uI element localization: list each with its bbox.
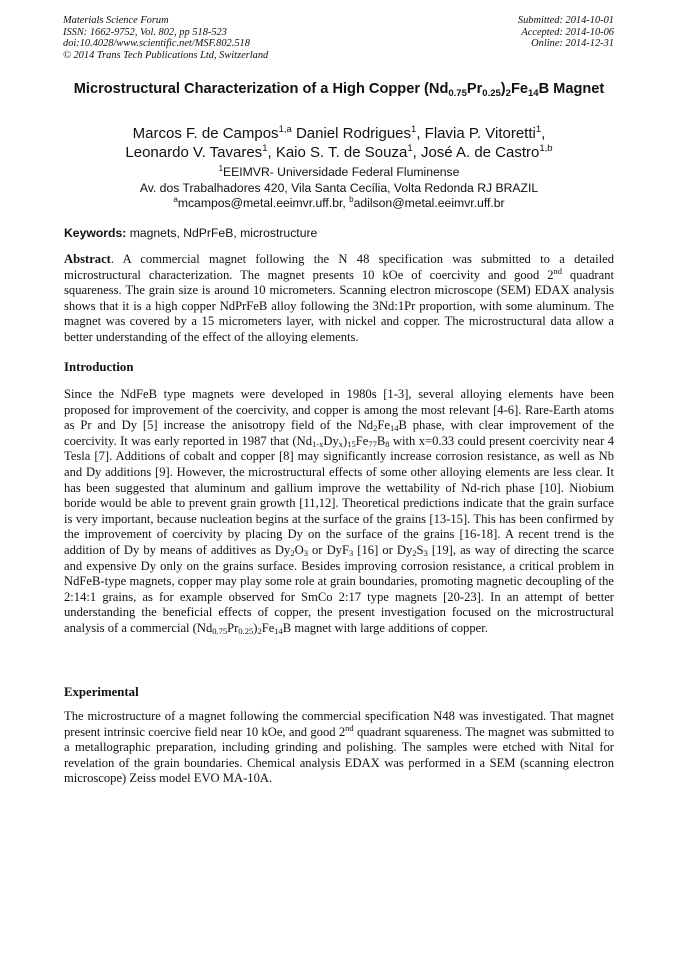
introduction-heading: Introduction — [64, 360, 134, 374]
author-name: Daniel Rodrigues — [295, 125, 412, 142]
paper-title: Microstructural Characterization of a High Copper $(Nd_{0.75}Pr_{0.25})_2Fe_{14}B$ Magnet — [73, 81, 605, 99]
author-name: Kaio S. T. de Souza — [275, 144, 408, 161]
experimental-heading: Experimental — [64, 685, 139, 699]
affiliation-name: $^1$EEIMVR- Universidade Federal Fluminense — [218, 164, 460, 179]
journal-info — [63, 15, 268, 61]
author-name: Flavia P. Vitoretti — [424, 125, 536, 142]
author-emails: $^a$mcampos@metal.eeimvr.uff.br, $^b$adilson@metal.eeimvr.uff.br — [173, 195, 505, 210]
email-link[interactable]: mcampos@metal.eeimvr.uff.br, — [177, 196, 350, 210]
copyright-line: © 2014 Trans Tech Publications Ltd, Switzerland — [63, 49, 269, 61]
affiliation-address: Av. dos Trabalhadores 420, Vila Santa Cecília, Volta Redonda RJ BRAZIL — [139, 180, 539, 195]
keywords-text: magnets, NdPrFeB, microstructure — [126, 226, 318, 240]
keywords — [64, 226, 317, 240]
keywords-label: Keywords: — [64, 226, 127, 240]
abstract-paragraph: Abstract. A commercial magnet following the N 48 specification was submitted to a detailed microstructural characterization. The magnet presents 10 kOe of coercivity and good 2nd quadrant squareness. The grain size is around 10 micrometers. Scanning electron microscope (SEM) EDAX analysis shows that it is a high copper NdPrFeB alloy following the 3Nd:1Pr proportion, with some aluminum. The magnet was covered by a 15 micrometers layer, with nickel and copper. The microstructural data allow a better understanding of the effect of the alloying elements. — [64, 252, 614, 344]
email-link[interactable]: adilson@metal.eeimvr.uff.br — [353, 196, 505, 210]
journal-name: Materials Science Forum — [63, 15, 169, 26]
submitted-date: Submitted: 2014-10-01 — [517, 15, 614, 26]
introduction-paragraph: Since the NdFeB type magnets were developed in 1980s [1-3], several alloying elements have been proposed for improvement of the coercivity, and copper is among the most relevant [4-6]. Rare-Earth atoms as Pr and Dy [5] increase the anisotropy field of the $Nd_2Fe_{14}B$ phase, with clear improvement of the coercivity. It was early reported in 1987 that $(Nd_{1-x}Dy_x)_{15}Fe_{77}B_8$ with x=0.33 could present coercivity near 4 Tesla [7]. Additions of cobalt and copper [8] may significantly increase corrosion resistance, as well as Nb and Dy additions [9]. However, the microstructural effects of some other alloying elements are less clear. It has been suggested that aluminum and gallium improve the wettability of Nd-rich phase [10]. Niobium boride would be able to prevent grain growth [11,12]. Theoretical predictions indicate that the grain surface is very important, because nucleation begins at the surface of the grains [13-15]. This has been confirmed by the improvement of coercivity by placing Dy on the surface of the grains [16-18]. A recent trend is the addition of Dy by means of additives as $Dy_2O_3$ or DyF$_3$ [16] or $Dy_2S_3$ [19], as way of directing the scarce and expensive Dy only on the grains surface. Besides improving corrosion resistance, a critical problem in NdFeB-type magnets, copper may play some role at grain boundaries, promoting magnetic decoupling of the 2:14:1 grains, as for example observed for SmCo 2:17 type magnets [20-23]. In an attempt of better understanding the beneficial effects of copper, the present investigation focused on the microstructural analysis of a commercial $(Nd_{0.75}Pr_{0.25})_2Fe_{14}B$ magnet with large additions of copper. — [64, 387, 614, 636]
online-date: Online: 2014-12-31 — [531, 38, 614, 50]
abstract-label: Abstract — [64, 252, 111, 266]
author-list: Marcos F. de Campos$^{1,a}$ Daniel Rodrigues$^1$, Flavia P. Vitoretti$^1$, Leonardo V. Tavares$^1$, Kaio S. T. de Souza$^1$, José A. de Castro$^{1,b}$ — [125, 124, 553, 161]
affiliation-block — [60, 165, 618, 212]
issn-line: ISSN: 1662-9752, Vol. 802, pp 518-523 — [63, 26, 227, 38]
author-name: Marcos F. de Campos — [132, 125, 279, 142]
author-name: Leonardo V. Tavares — [125, 144, 263, 161]
accepted-date: Accepted: 2014-10-06 — [521, 26, 614, 38]
author-name: José A. de Castro — [420, 144, 540, 161]
submission-dates — [518, 15, 614, 50]
experimental-paragraph: The microstructure of a magnet following the commercial specification N48 was investigated. That magnet present intrinsic coercive field near 10 kOe, and good 2nd quadrant squareness. The magnet was submitted to a metallographic preparation, including grinding and polishing. The samples were etched with Nital for revelation of the grain boundaries. Chemical analysis EDAX was performed in a SEM (scanning electron microscope) Zeiss model EVO MA-10A. — [64, 709, 615, 786]
doi-line: doi:10.4028/www.scientific.net/MSF.802.518 — [63, 38, 250, 50]
